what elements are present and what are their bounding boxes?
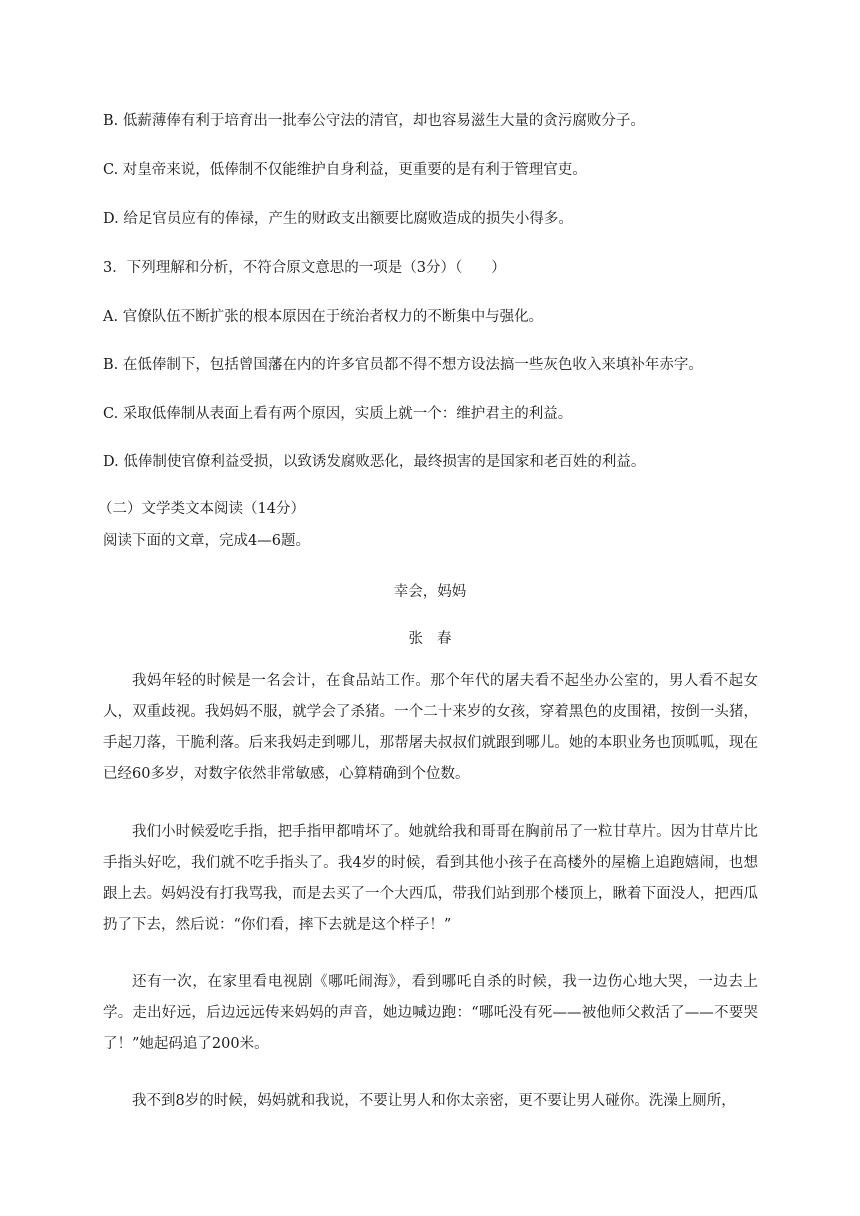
option-b: B. 低薪薄俸有利于培育出一批奉公守法的清官，却也容易滋生大量的贪污腐败分子。 [103,113,645,129]
section-instruction: 阅读下面的文章，完成4—6题。 [103,533,310,549]
section-title: （二）文学类文本阅读（14分） [98,501,305,517]
paragraph: 我不到8岁的时候，妈妈就和我说，不要让男人和你太亲密，更不要让男人碰你。洗澡上厕所， [132,1093,736,1109]
paragraph: 我妈年轻的时候是一名会计，在食品站工作。那个年代的屠夫看不起坐办公室的，男人看不起女人，双重歧视。我妈妈不服，就学会了杀猪。一个二十来岁的女孩，穿着黑色的皮围裙，按倒一头猪，手起刀落，干脆利落。后来我妈走到哪儿，那帮屠夫叔叔们就跟到哪儿。她的本职业务也顶呱呱，现在已经60多岁，对数字依然非常敏感，心算精确到个位数。 [103,673,758,782]
option-c: C. 对皇帝来说，低俸制不仅能维护自身利益，更重要的是有利于管理官吏。 [103,162,587,178]
paragraph: 我们小时候爱吃手指，把手指甲都啃坏了。她就给我和哥哥在胸前吊了一粒甘草片。因为甘草片比手指头好吃，我们就不吃手指头了。我4岁的时候，看到其他小孩子在高楼外的屋檐上追跑嬉闹，也想跟上去。妈妈没有打我骂我，而是去买了一个大西瓜，带我们站到那个楼顶上，瞅着下面没人，把西瓜扔了下去，然后说：“你们看，摔下去就是这个样子！” [103,824,758,933]
article-title: 幸会，妈妈 [393,584,467,600]
article-author: 张春 [408,631,466,647]
option-a: A. 官僚队伍不断扩张的根本原因在于统治者权力的不断集中与强化。 [103,309,544,325]
option-b: B. 在低俸制下，包括曾国藩在内的许多官员都不得不想方设法搞一些灰色收入来填补年赤字。 [103,357,703,373]
question-stem: 3．下列理解和分析，不符合原文意思的一项是（3分）（ ） [103,260,506,276]
option-c: C. 采取低俸制从表面上看有两个原因，实质上就一个：维护君主的利益。 [103,406,573,422]
paragraph: 还有一次，在家里看电视剧《哪吒闹海》，看到哪吒自杀的时候，我一边伤心地大哭，一边去上学。走出好远，后边远远传来妈妈的声音，她边喊边跑：“哪吒没有死——被他师父救活了——不要哭了！”她起码追了200米。 [103,974,758,1052]
option-d: D. 低俸制使官僚利益受损，以致诱发腐败恶化，最终损害的是国家和老百姓的利益。 [103,454,646,470]
option-d: D. 给足官员应有的俸禄，产生的财政支出额要比腐败造成的损失小得多。 [103,211,573,227]
